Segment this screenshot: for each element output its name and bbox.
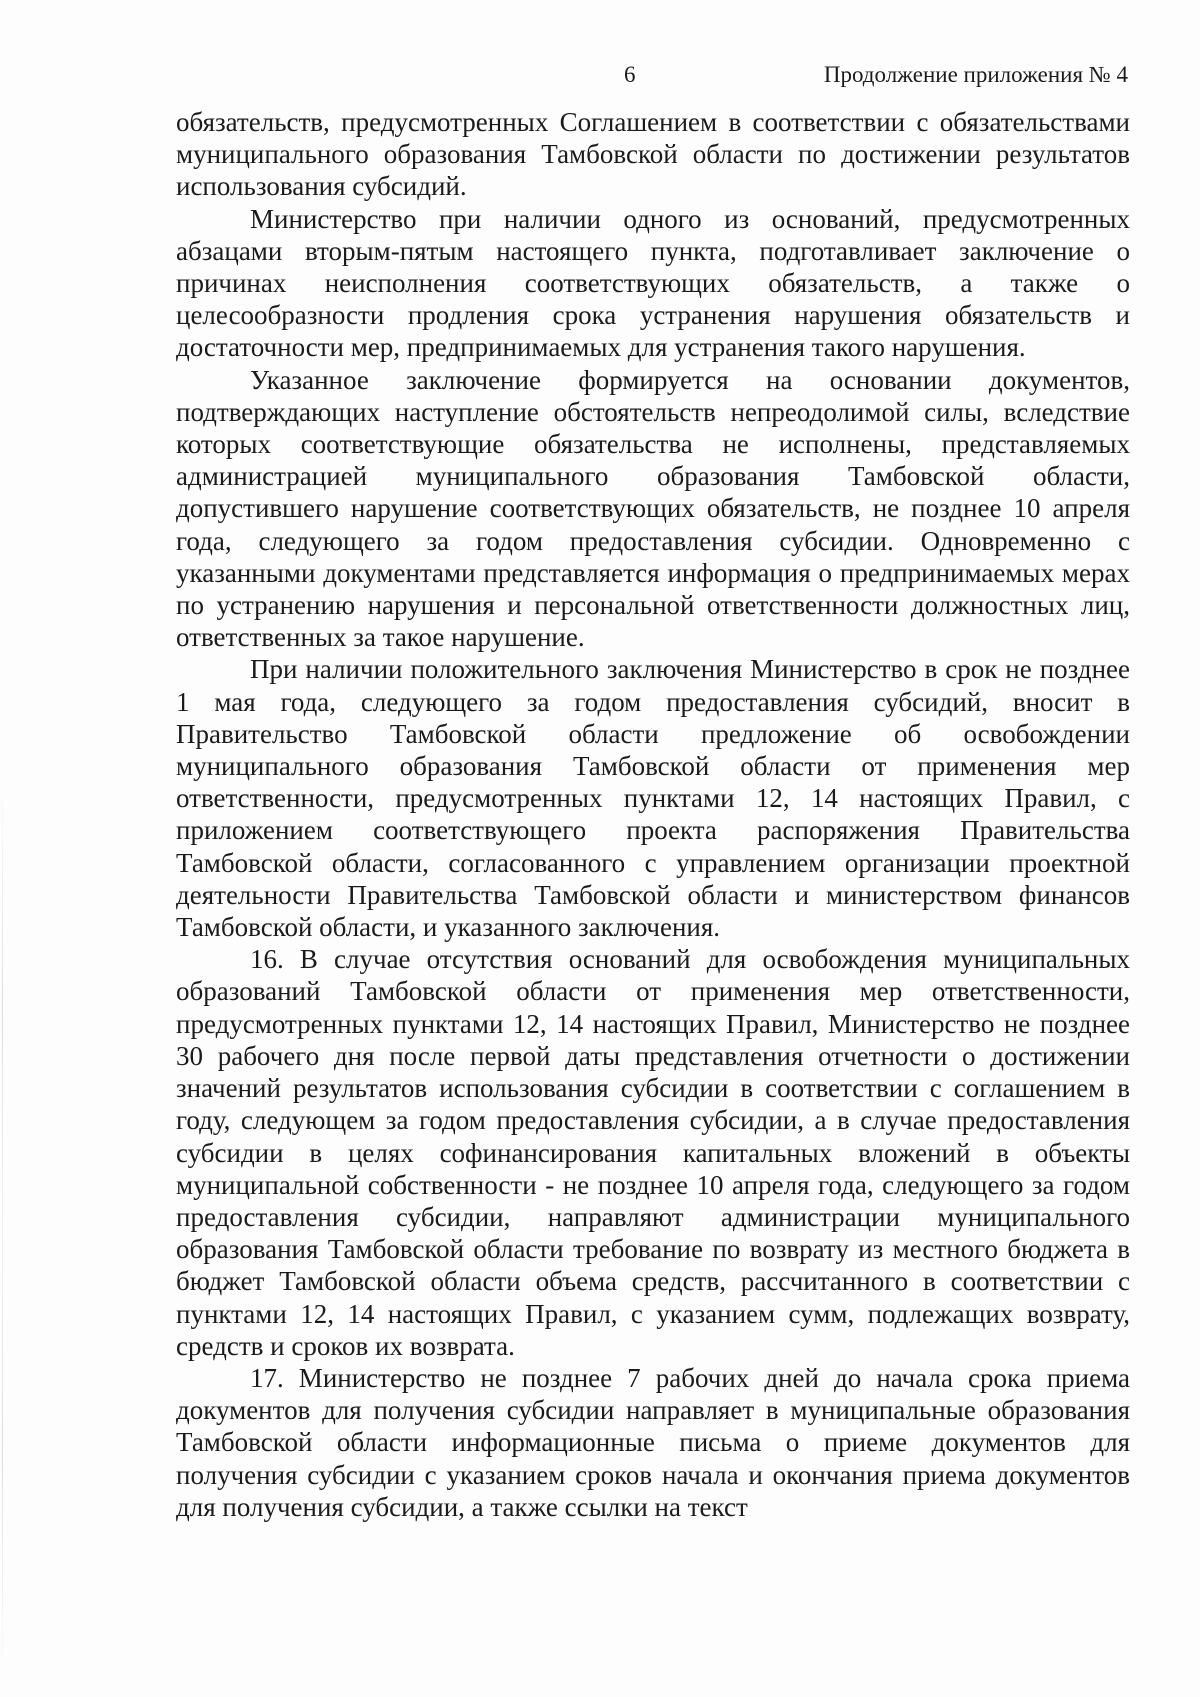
paragraph-item-16: 16. В случае отсутствия оснований для освобождения муниципальных образований Тамбовской области от применения мер ответственности, предусмотренных пунктами 12, 14 настоящих Правил, Министерство не позднее 30 рабочего дня после первой даты представления отчетности о достижении значений результатов использования субсидии в соответствии с соглашением в году, следующем за годом предоставления субсидии, а в случае предоставления субсидии в целях софинансирования капитальных вложений в объекты муниципальной собственности - не позднее 10 апреля года, следующего за годом предоставления субсидии, направляют администрации муниципального образования Тамбовской области требование по возврату из местного бюджета в бюджет Тамбовской области объема средств, рассчитанного в соответствии с пунктами 12, 14 настоящих Правил, с указанием сумм, подлежащих возврату, средств и сроков их возврата.: [176, 944, 1130, 1361]
document-body: [176, 106, 1130, 1523]
paragraph-conclusion-basis: Указанное заключение формируется на основании документов, подтверждающих наступление обстоятельств непреодолимой силы, вследствие которых соответствующие обязательства не исполнены, представляемых администрацией муниципального образования Тамбовской области, допустившего нарушение соответствующих обязательств, не позднее 10 апреля года, следующего за годом предоставления субсидии. Одновременно с указанными документами представляется информация о предпринимаемых мерах по устранению нарушения и персональной ответственности должностных лиц, ответственных за такое нарушение.: [176, 364, 1130, 653]
scan-edge-shadow: [2, 780, 3, 1680]
paragraph-item-17: 17. Министерство не позднее 7 рабочих дней до начала срока приема документов для получения субсидии направляет в муниципальные образования Тамбовской области информационные письма о приеме документов для получения субсидии с указанием сроков начала и окончания приема документов для получения субсидии, а также ссылки на текст: [176, 1362, 1130, 1522]
page-number: 6: [624, 62, 636, 87]
paragraph-ministry-conclusion: Министерство при наличии одного из оснований, предусмотренных абзацами вторым-пятым настоящего пункта, подготавливает заключение о причинах неисполнения соответствующих обязательств, а также о целесообразности продления срока устранения нарушения обязательств и достаточности мер, предпринимаемых для устранения такого нарушения.: [176, 203, 1130, 363]
paragraph-continuation: обязательств, предусмотренных Соглашением в соответствии с обязательствами муниципального образования Тамбовской области по достижении результатов использования субсидий.: [176, 107, 1130, 202]
appendix-continuation-label: Продолжение приложения № 4: [823, 62, 1128, 87]
paragraph-positive-conclusion: При наличии положительного заключения Министерство в срок не позднее 1 мая года, следующего за годом предоставления субсидий, вносит в Правительство Тамбовской области предложение об освобождении муниципального образования Тамбовской области от применения мер ответственности, предусмотренных пунктами 12, 14 настоящих Правил, с приложением соответствующего проекта распоряжения Правительства Тамбовской области, согласованного с управлением организации проектной деятельности Правительства Тамбовской области и министерством финансов Тамбовской области, и указанного заключения.: [176, 654, 1130, 943]
